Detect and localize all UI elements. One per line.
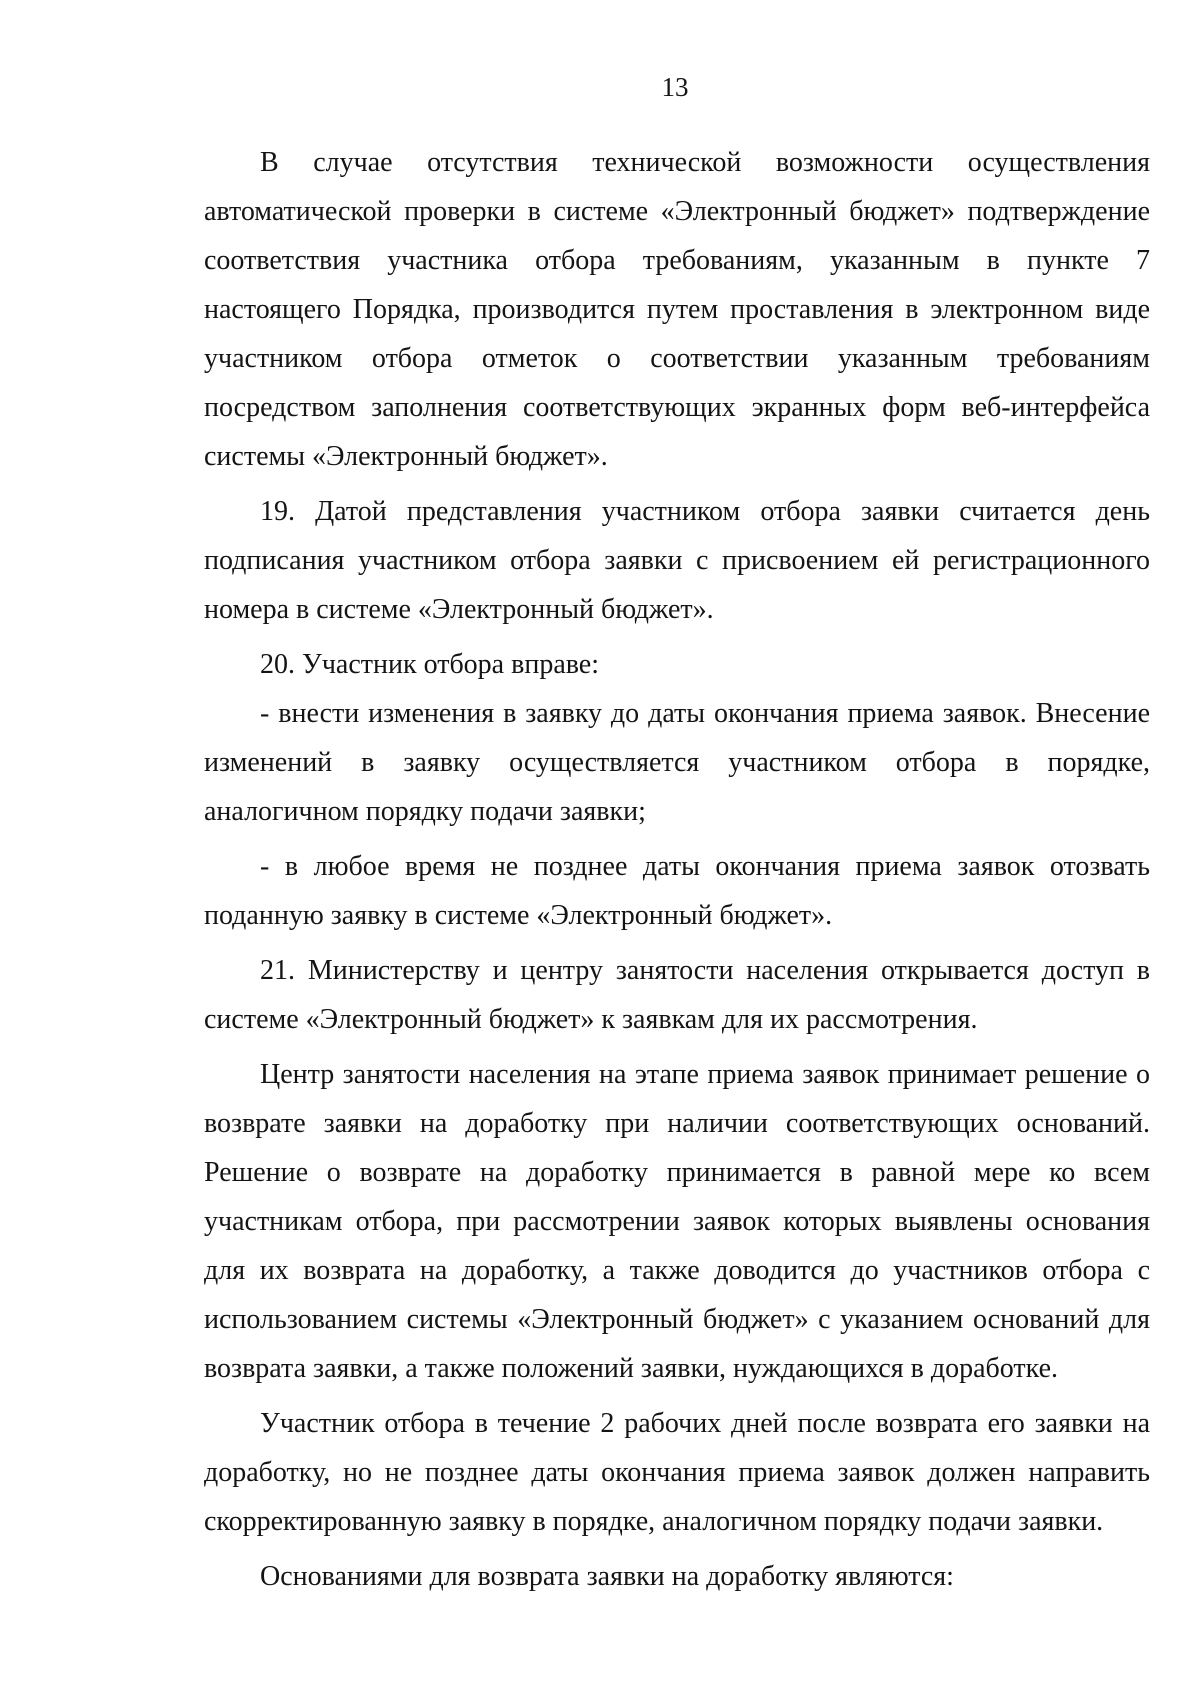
list-item-withdraw-application: - в любое время не позднее даты окончания приема заявок отозвать поданную заявку в системе «Электронный бюджет». — [204, 851, 1150, 931]
paragraph-21-access: 21. Министерству и центру занятости населения открывается доступ в системе «Электронный бюджет» к заявкам для их рассмотрения. — [204, 955, 1150, 1035]
paragraph-19-submission-date: 19. Датой представления участником отбора заявки считается день подписания участником отбора заявки с присвоением ей регистрационного номера в системе «Электронный бюджет». — [204, 496, 1150, 625]
document-body — [204, 138, 1150, 1601]
paragraph-electronic-budget-check: В случае отсутствия технической возможности осуществления автоматической проверки в системе «Электронный бюджет» подтверждение соответствия участника отбора требованиям, указанным в пункте 7 настоящего Порядка, производится путем проставления в электронном виде участником отбора отметок о соответствии указанным требованиям посредством заполнения соответствующих экранных форм веб-интерфейса системы «Электронный бюджет». — [204, 147, 1150, 472]
paragraph-return-grounds: Основаниями для возврата заявки на доработку являются: — [260, 1561, 954, 1592]
paragraph-resubmission-deadline: Участник отбора в течение 2 рабочих дней после возврата его заявки на доработку, но не позднее даты окончания приема заявок должен направить скорректированную заявку в порядке, аналогичном порядку подачи заявки. — [204, 1408, 1150, 1537]
list-item-amend-application: - внести изменения в заявку до даты окончания приема заявок. Внесение изменений в заявку осуществляется участником отбора в порядке, аналогичном порядку подачи заявки; — [204, 698, 1150, 827]
paragraph-return-for-revision: Центр занятости населения на этапе приема заявок принимает решение о возврате заявки на доработку при наличии соответствующих оснований. Решение о возврате на доработку принимается в равной мере ко всем участникам отбора, при рассмотрении заявок которых выявлены основания для их возврата на доработку, а также доводится до участников отбора с использованием системы «Электронный бюджет» с указанием оснований для возврата заявки, а также положений заявки, нуждающихся в доработке. — [204, 1059, 1150, 1384]
page-number: 13 — [661, 72, 689, 102]
paragraph-20-participant-rights: 20. Участник отбора вправе: — [260, 649, 600, 680]
